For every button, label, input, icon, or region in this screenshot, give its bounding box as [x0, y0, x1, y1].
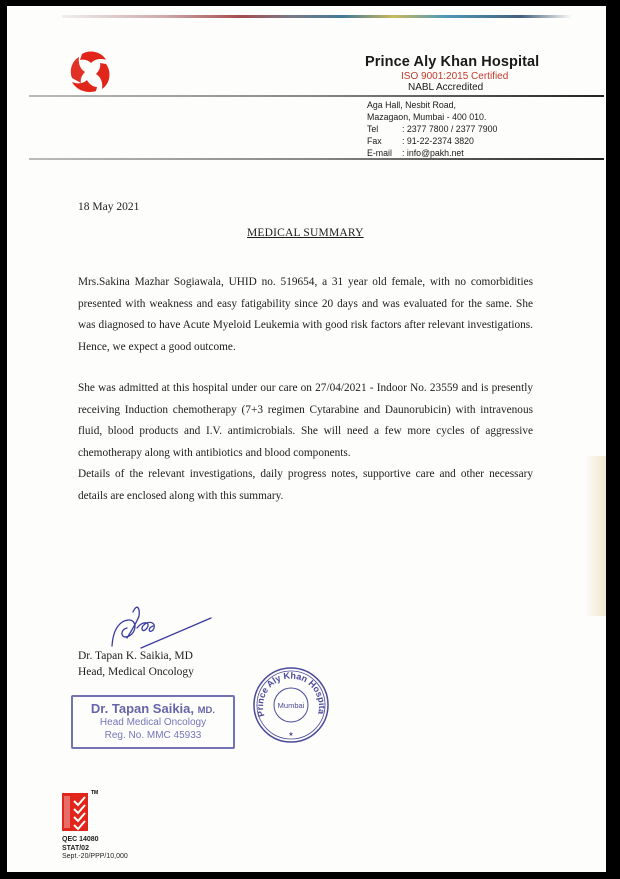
- scan-edge-stripe: [62, 15, 572, 18]
- tel-row: [367, 123, 497, 135]
- print-code-line: STAT/02: [62, 844, 89, 852]
- print-code-line: QEC 14080: [62, 836, 99, 843]
- signatory-name: Dr. Tapan K. Saikia, MD: [78, 650, 193, 662]
- signatory-position: Head, Medical Oncology: [78, 666, 194, 678]
- fax-value: : 91-22-2374 3820: [402, 136, 474, 146]
- summary-paragraph-enclosures: Details of the relevant investigations, daily progress notes, supportive care and other necessary details are enclosed along with this summary.: [78, 468, 533, 502]
- tel-value: : 2377 7800 / 2377 7900: [402, 124, 498, 134]
- header-divider: [29, 95, 604, 97]
- summary-paragraph-diagnosis: Mrs.Sakina Mazhar Sogiawala, UHID no. 519654, a 31 year old female, with no comorbidities presented with weakness and easy fatigability since 20 days and was evaluated for the same. She was diagnosed to have Acute Myeloid Leukemia with good risk factors after relevant investigations. Hence, we expect a good outcome.: [78, 276, 533, 353]
- seal-star-icon: ★: [288, 731, 294, 738]
- email-label: E-mail: [367, 148, 392, 158]
- summary-paragraph-treatment: She was admitted at this hospital under our care on 27/04/2021 - Indoor No. 23559 and is presently receiving Induction chemotherapy (7+3 regimen Cytarabine and Daunorubicin) with intravenous fluid, blood products and I.V. antimicrobials. She will need a few more cycles of aggressive chemotherapy along with antibiotics and blood components.: [78, 382, 533, 459]
- seal-inner-text: Mumbai: [277, 701, 305, 710]
- letter-date: 18 May 2021: [78, 201, 140, 213]
- quality-mark-icon: [62, 793, 88, 831]
- stamp-degree: MD.: [197, 705, 216, 716]
- email-value: : info@pakh.net: [402, 148, 464, 158]
- stamp-registration: Reg. No. MMC 45933: [104, 730, 202, 741]
- tel-label: Tel: [367, 124, 379, 134]
- iso-certification: ISO 9001:2015 Certified: [401, 71, 509, 82]
- hospital-logo-icon: [68, 50, 112, 94]
- hospital-round-seal: [252, 666, 330, 744]
- print-code-line: Sept.-20/PPP/10,000: [62, 853, 128, 860]
- stamp-position: Head Medical Oncology: [99, 717, 207, 728]
- trademark-label: TM: [91, 790, 99, 796]
- fax-row: [367, 135, 497, 147]
- paper-stain: [584, 456, 606, 616]
- address-line: Mazagaon, Mumbai - 400 010.: [367, 112, 487, 122]
- hospital-name: Prince Aly Khan Hospital: [365, 54, 540, 70]
- doctor-rubber-stamp: [71, 695, 235, 749]
- address-divider: [29, 158, 604, 160]
- stamp-name: Dr. Tapan Saikia,: [90, 701, 195, 716]
- nabl-accreditation: NABL Accredited: [408, 82, 484, 93]
- signatory-block: [78, 648, 194, 680]
- print-code-block: [62, 836, 128, 862]
- hospital-address: [367, 99, 497, 159]
- document-title: MEDICAL SUMMARY: [247, 227, 364, 239]
- document-page: [7, 6, 606, 872]
- address-line: Aga Hall, Nesbit Road,: [367, 100, 456, 110]
- fax-label: Fax: [367, 136, 382, 146]
- seal-outer-text: Prince Aly Khan Hospita: [254, 670, 328, 718]
